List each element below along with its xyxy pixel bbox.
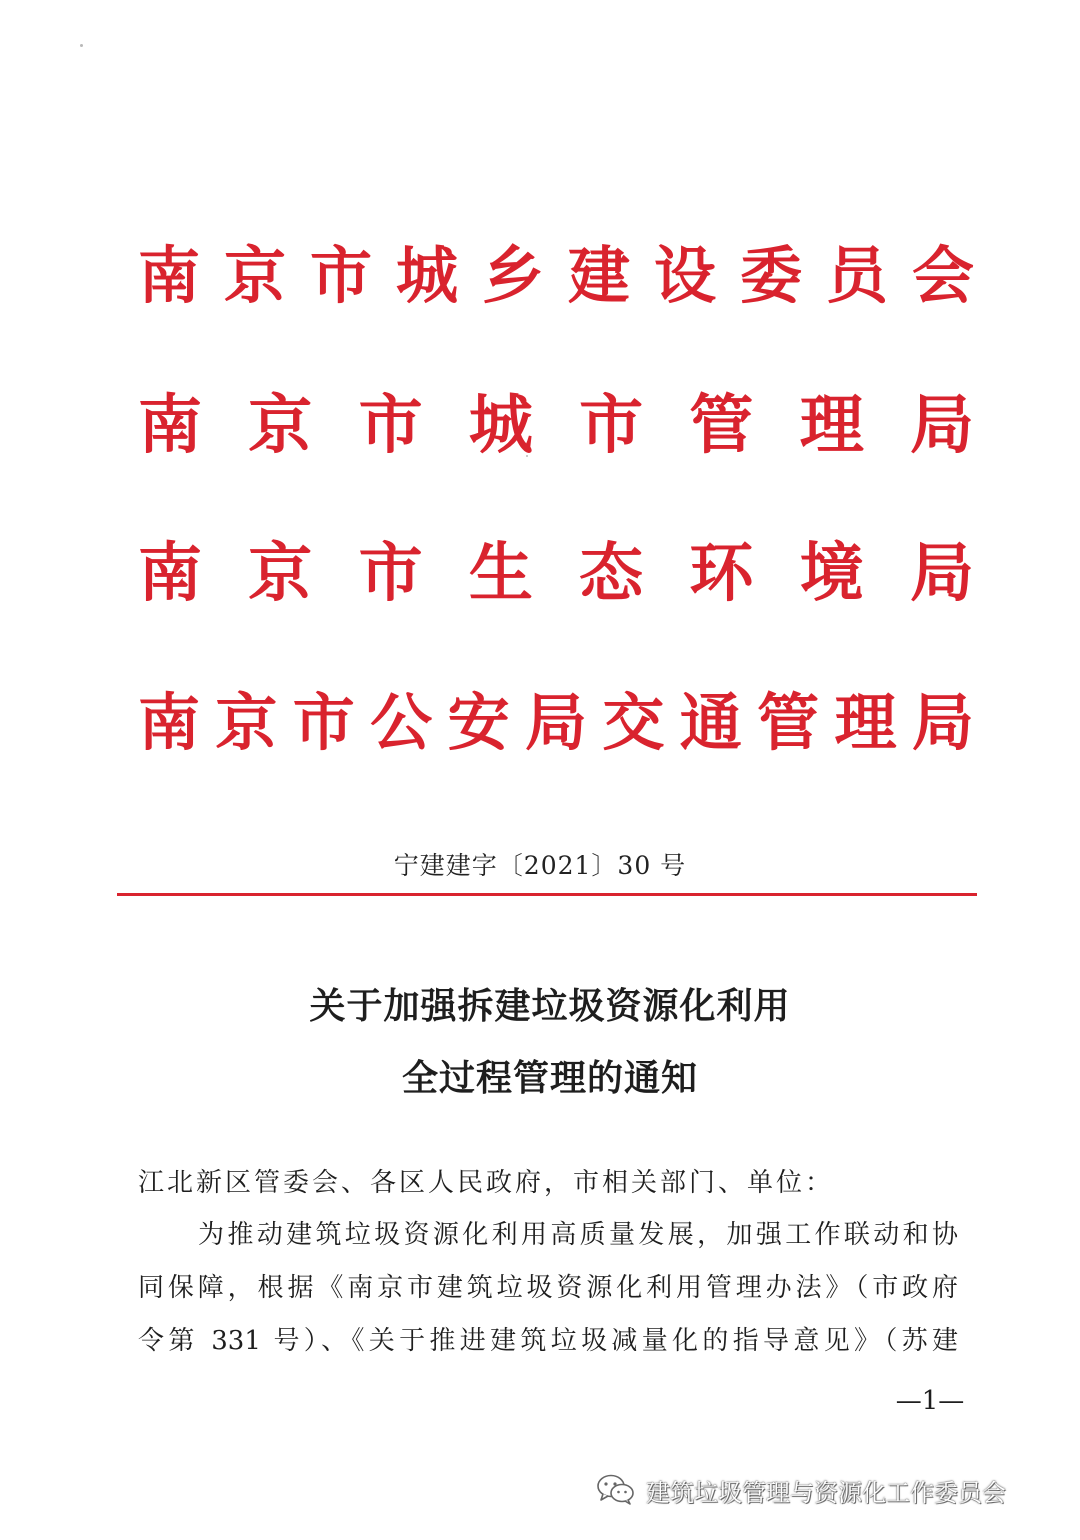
document-number: 宁建建字〔2021〕30 号 [393, 851, 687, 880]
issuer-char: 京 [215, 685, 278, 759]
body-line-1: 为推动建筑垃圾资源化利用高质量发展，加强工作联动和协 [198, 1220, 958, 1250]
issuer-line-1 [138, 215, 974, 325]
issuer-char: 会 [912, 238, 975, 312]
issuer-char: 南 [138, 685, 201, 759]
issuer-char: 南 [138, 536, 202, 611]
issuer-char: 建 [568, 238, 631, 312]
issuer-char: 境 [799, 536, 864, 611]
wechat-icon [596, 1473, 636, 1507]
issuer-char: 安 [447, 685, 510, 759]
issuer-char: 通 [679, 685, 742, 759]
issuer-char: 京 [248, 388, 313, 463]
issuer-char: 理 [799, 388, 864, 463]
issuer-char: 南 [138, 388, 202, 463]
issuer-char: 理 [834, 685, 897, 759]
issuer-char: 市 [358, 536, 423, 611]
issuer-char: 南 [138, 238, 201, 312]
issuer-char: 态 [579, 536, 644, 611]
watermark-text: 建筑垃圾管理与资源化工作委员会 [646, 1478, 1006, 1507]
issuer-char: 设 [654, 238, 717, 312]
issuer-line-4 [138, 662, 974, 772]
issuer-char: 市 [310, 238, 373, 312]
body-line-3: 令第 331 号）、《关于推进建筑垃圾减量化的指导意见》（苏建 [138, 1326, 958, 1356]
issuer-char: 局 [909, 388, 974, 463]
issuer-char: 环 [689, 536, 754, 611]
issuer-char: 城 [396, 238, 459, 312]
document-title-line-1: 关于加强拆建垃圾资源化利用 [309, 985, 791, 1027]
issuer-char: 市 [358, 388, 423, 463]
issuer-char: 公 [370, 685, 433, 759]
watermark [596, 1470, 1006, 1510]
issuer-char: 局 [524, 685, 587, 759]
issuer-char: 委 [740, 238, 803, 312]
red-divider-line [117, 893, 977, 896]
issuer-char: 管 [757, 685, 820, 759]
issuer-char: 乡 [482, 238, 545, 312]
addressee: 江北新区管委会、各区人民政府，市相关部门、单位： [138, 1168, 835, 1198]
issuer-line-2 [138, 365, 974, 475]
issuer-char: 市 [292, 685, 355, 759]
document-title-line-2: 全过程管理的通知 [401, 1057, 698, 1099]
issuer-line-3 [138, 513, 974, 623]
issuer-char: 京 [224, 238, 287, 312]
issuer-char: 员 [826, 238, 889, 312]
issuer-char: 京 [248, 536, 313, 611]
page-number: —1— [895, 1386, 965, 1416]
scan-speck [80, 44, 83, 47]
issuer-char: 局 [911, 685, 974, 759]
body-line-2: 同保障，根据《南京市建筑垃圾资源化利用管理办法》（市政府 [138, 1273, 958, 1303]
issuer-char: 市 [579, 388, 644, 463]
issuer-char: 管 [689, 388, 754, 463]
issuer-char: 城 [468, 388, 533, 463]
issuer-char: 局 [909, 536, 974, 611]
issuer-char: 交 [602, 685, 665, 759]
issuer-char: 生 [468, 536, 533, 611]
